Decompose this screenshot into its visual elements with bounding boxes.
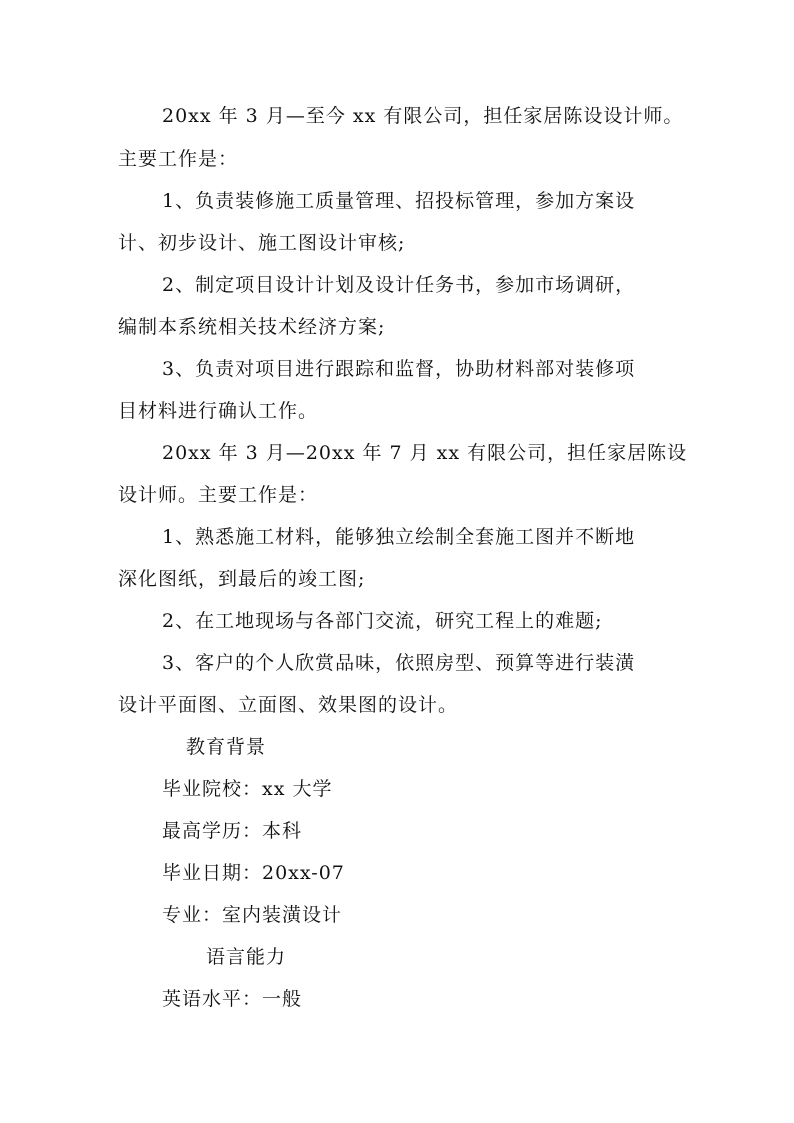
language-heading: 语言能力 (206, 946, 287, 968)
major: 专业：室内装潢设计 (162, 904, 343, 926)
job-2-title-line-2: 设计师。主要工作是： (118, 484, 319, 506)
job-2-duty-3-line-1: 3、客户的个人欣赏品味，依照房型、预算等进行装潢 (162, 652, 636, 674)
job-1-duty-3-line-2: 目材料进行确认工作。 (118, 400, 319, 422)
job-1-duty-2-line-1: 2、制定项目设计计划及设计任务书，参加市场调研， (162, 274, 636, 296)
job-1-duty-3-line-1: 3、负责对项目进行跟踪和监督，协助材料部对装修项 (162, 358, 636, 380)
graduation-date: 毕业日期：20xx-07 (162, 862, 345, 884)
graduation-school: 毕业院校：xx 大学 (162, 778, 333, 800)
job-1-title-line: 20xx 年 3 月—至今 xx 有限公司，担任家居陈设设计师。 (162, 105, 684, 127)
job-2-duty-3-line-2: 设计平面图、立面图、效果图的设计。 (118, 694, 459, 716)
job-2-duty-1-line-2: 深化图纸，到最后的竣工图; (118, 568, 366, 590)
job-1-duty-1-line-1: 1、负责装修施工质量管理、招投标管理，参加方案设 (162, 190, 636, 212)
education-heading: 教育背景 (186, 736, 267, 758)
highest-degree: 最高学历：本科 (162, 820, 303, 842)
job-1-duty-2-line-2: 编制本系统相关技术经济方案; (118, 316, 386, 338)
job-2-duty-1-line-1: 1、熟悉施工材料，能够独立绘制全套施工图并不断地 (162, 526, 636, 548)
job-2-duty-2-line: 2、在工地现场与各部门交流，研究工程上的难题; (162, 610, 603, 632)
job-1-duty-1-line-2: 计、初步设计、施工图设计审核; (118, 232, 406, 254)
job-1-duties-label: 主要工作是： (118, 148, 239, 170)
english-level: 英语水平：一般 (162, 988, 303, 1010)
job-2-title-line-1: 20xx 年 3 月—20xx 年 7 月 xx 有限公司，担任家居陈设 (162, 442, 688, 464)
